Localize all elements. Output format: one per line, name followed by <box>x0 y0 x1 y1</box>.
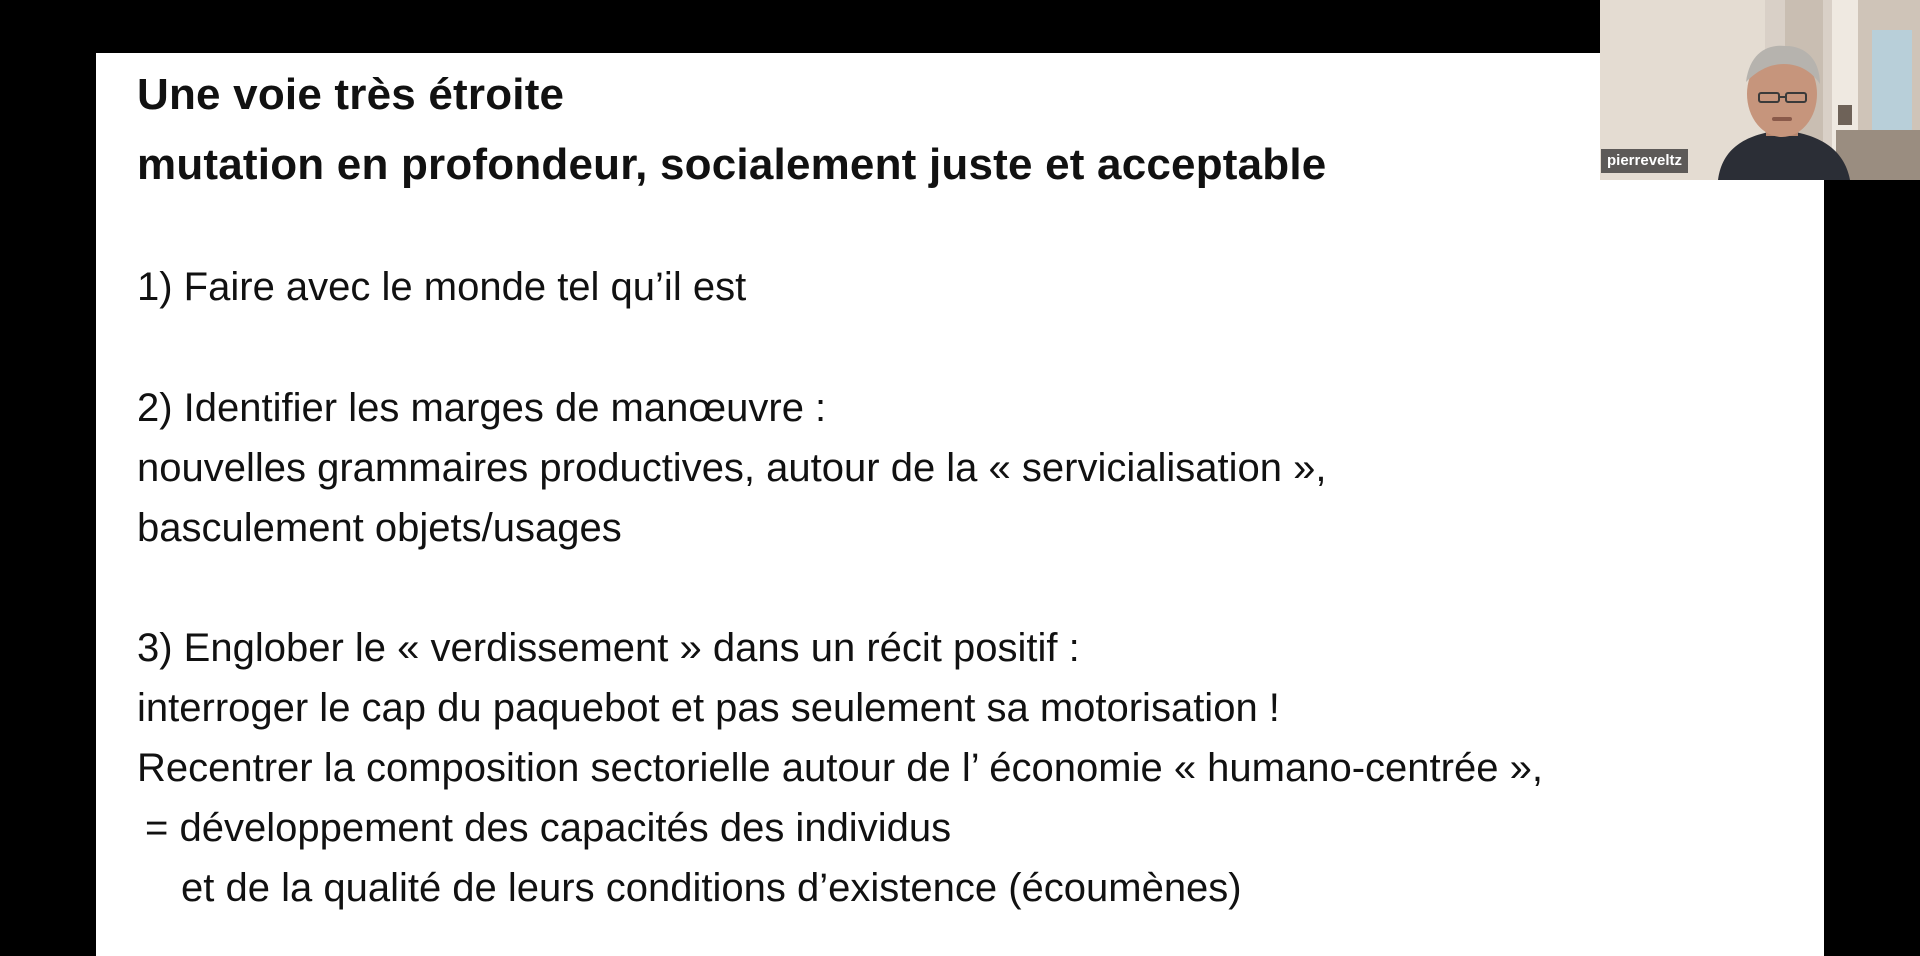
slide-text-line: nouvelles grammaires productives, autour de la « servicialisation », <box>137 446 1327 490</box>
shared-slide <box>96 53 1824 956</box>
slide-text-line: basculement objets/usages <box>137 506 622 550</box>
slide-text-line: 2) Identifier les marges de manœuvre : <box>137 386 827 430</box>
slide-text-line: et de la qualité de leurs conditions d’existence (écoumènes) <box>181 866 1242 910</box>
participant-name-label: pierreveltz <box>1601 149 1688 173</box>
slide-subtitle: mutation en profondeur, socialement juste et acceptable <box>137 140 1327 189</box>
slide-text-line: = développement des capacités des individus <box>145 806 952 850</box>
slide-text-line: Recentrer la composition sectorielle autour de l’ économie « humano-centrée », <box>137 746 1543 790</box>
slide-text-line: interroger le cap du paquebot et pas seulement sa motorisation ! <box>137 686 1280 730</box>
slide-text-line: 1) Faire avec le monde tel qu’il est <box>137 265 747 309</box>
slide-text-line: 3) Englober le « verdissement » dans un récit positif : <box>137 626 1080 670</box>
slide-title: Une voie très étroite <box>137 70 565 119</box>
participant-video-tile[interactable] <box>1600 0 1920 180</box>
